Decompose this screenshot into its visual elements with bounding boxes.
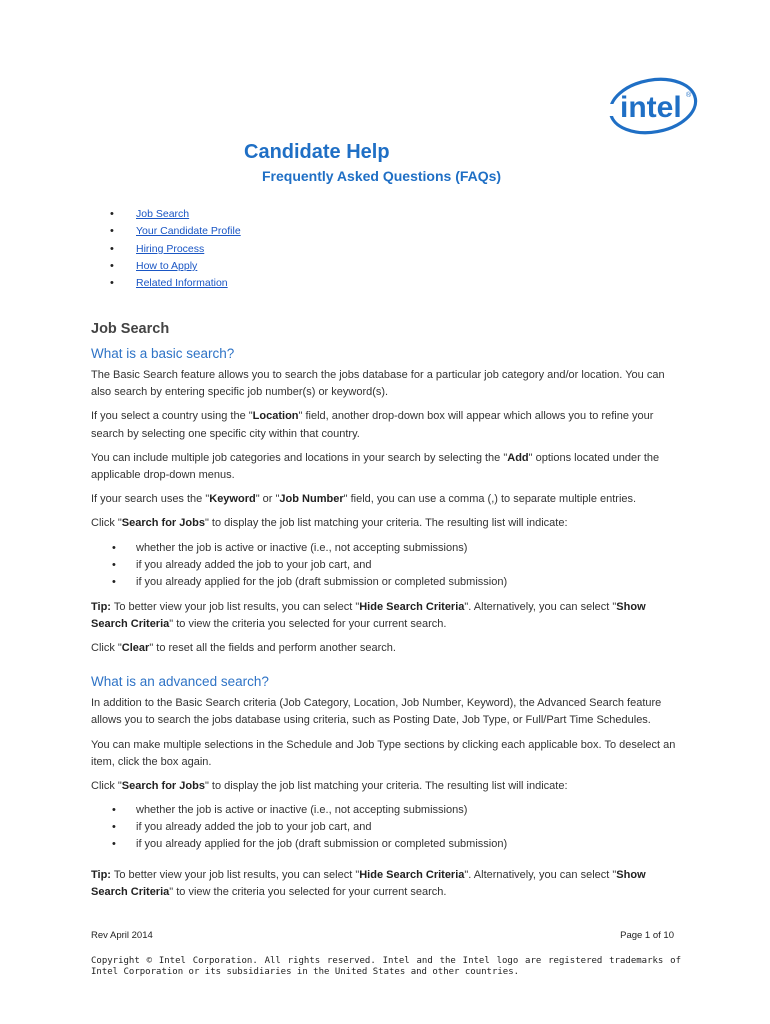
bullet-list bbox=[91, 802, 681, 853]
toc-link-hiring-process[interactable]: Hiring Process bbox=[136, 242, 205, 255]
main-content bbox=[91, 318, 681, 909]
paragraph: You can make multiple selections in the Schedule and Job Type sections by clicking each applicable box. To deselect an item, click the box again. bbox=[91, 738, 676, 768]
document-title: Candidate Help bbox=[244, 141, 390, 163]
paragraph: You can include multiple job categories and locations in your search by selecting the "Add" options located under the applicable drop-down menus. bbox=[91, 451, 660, 482]
list-item: • if you already applied for the job (draft submission or completed submission) bbox=[91, 836, 681, 853]
toc-item bbox=[110, 258, 241, 275]
toc-item bbox=[110, 241, 241, 258]
list-item: • if you already added the job to your job cart, and bbox=[91, 557, 681, 574]
toc-item bbox=[110, 223, 241, 240]
paragraph: Click "Clear" to reset all the fields and perform another search. bbox=[91, 642, 396, 655]
paragraph: If your search uses the "Keyword" or "Job Number" field, you can use a comma (,) to separate multiple entries. bbox=[91, 493, 637, 506]
bullet-list bbox=[91, 540, 681, 591]
list-item: • if you already added the job to your job cart, and bbox=[91, 819, 681, 836]
tip-paragraph: Tip: To better view your job list results, you can select "Hide Search Criteria". Alternatively, you can select "Show Search Criteria" to view the criteria you selected for your current search. bbox=[91, 600, 646, 630]
revision-date: Rev April 2014 bbox=[91, 930, 153, 941]
paragraph: Click "Search for Jobs" to display the job list matching your criteria. The resulting list will indicate: bbox=[91, 517, 568, 530]
toc-link-candidate-profile[interactable]: Your Candidate Profile bbox=[136, 225, 241, 238]
document-subtitle: Frequently Asked Questions (FAQs) bbox=[262, 168, 502, 184]
copyright-notice: Copyright © Intel Corporation. All rights reserved. Intel and the Intel logo are registered trademarks of Intel Corporation or its subsidiaries in the United States and other countries. bbox=[91, 956, 681, 977]
intel-logo bbox=[606, 75, 700, 137]
list-item: • whether the job is active or inactive (i.e., not accepting submissions) bbox=[91, 802, 681, 819]
page-footer bbox=[91, 930, 674, 944]
page-number: Page 1 of 10 bbox=[620, 930, 674, 941]
paragraph: Click "Search for Jobs" to display the job list matching your criteria. The resulting list will indicate: bbox=[91, 780, 568, 793]
question-basic-search: What is a basic search? bbox=[91, 346, 235, 361]
section-heading-job-search: Job Search bbox=[91, 321, 170, 337]
toc-link-job-search[interactable]: Job Search bbox=[136, 208, 190, 220]
svg-text:®: ® bbox=[686, 92, 692, 99]
svg-text:intel: intel bbox=[620, 91, 682, 124]
table-of-contents bbox=[110, 206, 241, 292]
toc-link-how-to-apply[interactable]: How to Apply bbox=[136, 259, 198, 272]
list-item: • if you already applied for the job (draft submission or completed submission) bbox=[91, 574, 681, 591]
paragraph: In addition to the Basic Search criteria (Job Category, Location, Job Number, Keyword), the Advanced Search feature allows you to search the jobs database using criteria, such as Posting Date, Job Type, or Full/Part Time Schedules. bbox=[91, 697, 662, 727]
toc-item bbox=[110, 206, 241, 223]
toc-link-related-information[interactable]: Related Information bbox=[136, 277, 228, 290]
toc-item bbox=[110, 275, 241, 292]
tip-paragraph: Tip: To better view your job list results, you can select "Hide Search Criteria". Alternatively, you can select "Show Search Criteria" to view the criteria you selected for your current search. bbox=[91, 869, 646, 899]
question-advanced-search: What is an advanced search? bbox=[91, 674, 269, 690]
paragraph: If you select a country using the "Location" field, another drop-down box will appear which allows you to refine your search by selecting one specific city within that country. bbox=[91, 410, 654, 440]
list-item: • whether the job is active or inactive (i.e., not accepting submissions) bbox=[91, 540, 681, 557]
paragraph: The Basic Search feature allows you to search the jobs database for a particular job category and/or location. You can also search by entering specific job number(s) or keyword(s). bbox=[91, 369, 665, 399]
